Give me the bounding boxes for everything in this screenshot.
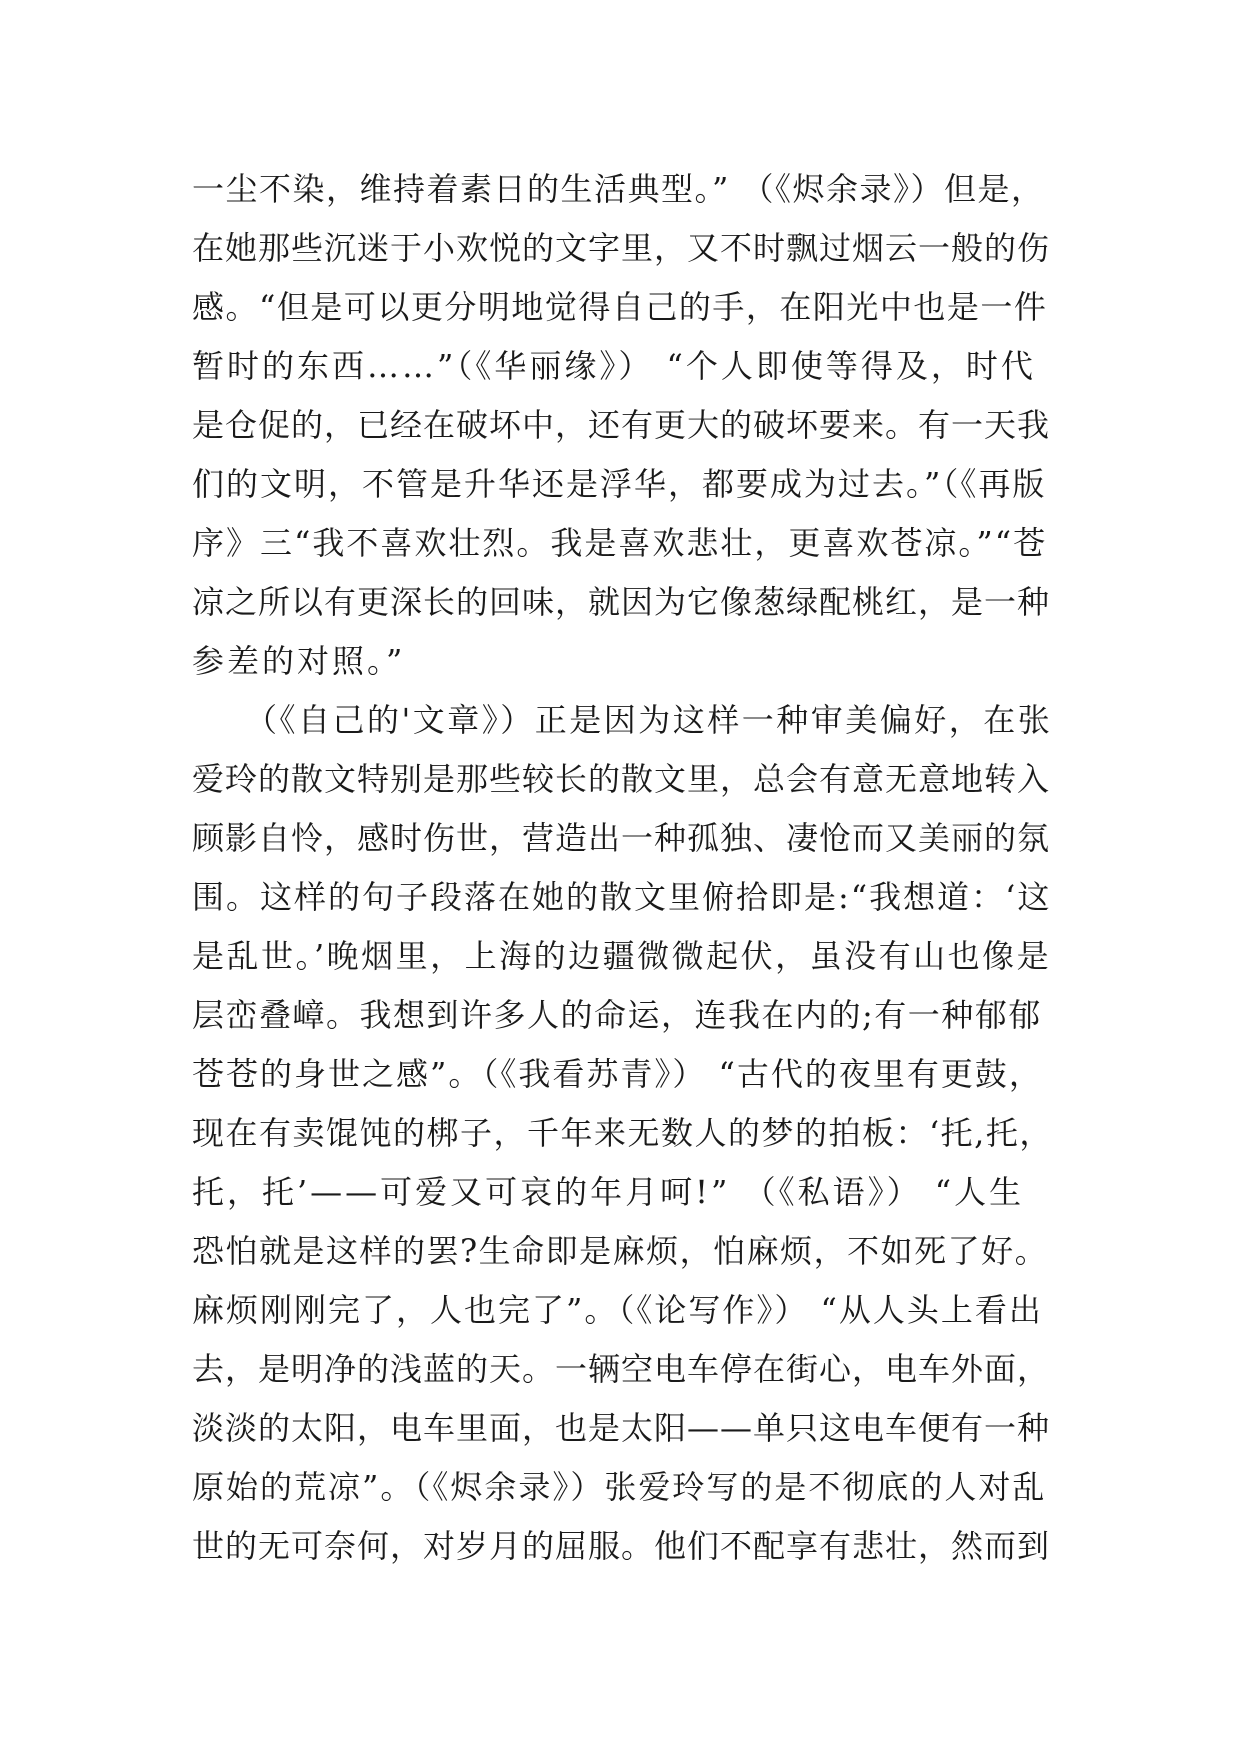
text-line: 原始的荒凉”。（《烬余录》）张爱玲写的是不彻底的人对乱	[192, 1468, 1047, 1506]
text-line: 们的文明，不管是升华还是浮华，都要成为过去。”（《再版	[192, 465, 1047, 503]
text-line: 是乱世。’晚烟里，上海的边疆微微起伏，虽没有山也像是	[192, 937, 1052, 975]
text-line: 世的无可奈何，对岁月的屈服。他们不配享有悲壮，然而到	[192, 1527, 1051, 1565]
text-line: 参差的对照。”	[192, 642, 406, 680]
text-line: 苍苍的身世之感”。（《我看苏青》） “古代的夜里有更鼓，	[192, 1055, 1043, 1093]
text-line: 爱玲的散文特别是那些较长的散文里，总会有意无意地转入	[192, 760, 1051, 798]
body-text	[192, 160, 1054, 1576]
text-line: 恐怕就是这样的罢?生命即是麻烦，怕麻烦，不如死了好。	[192, 1232, 1049, 1270]
text-line: 托，托’——可爱又可哀的年月呵!” （《私语》） “人生	[192, 1173, 1025, 1211]
text-line: 围。这样的句子段落在她的散文里俯拾即是:“我想道：‘这	[192, 878, 1052, 916]
text-line: 是仓促的，已经在破坏中，还有更大的破坏要来。有一天我	[192, 406, 1051, 444]
text-line: 感。“但是可以更分明地觉得自己的手，在阳光中也是一件	[192, 288, 1048, 326]
text-line: 序》三“我不喜欢壮烈。我是喜欢悲壮，更喜欢苍凉。”“苍	[192, 524, 1048, 562]
text-line: 去，是明净的浅蓝的天。一辆空电车停在街心，电车外面，	[192, 1350, 1051, 1388]
text-line: 在她那些沉迷于小欢悦的文字里，又不时飘过烟云一般的伤	[192, 229, 1051, 267]
text-line: 淡淡的太阳，电车里面，也是太阳——单只这电车便有一种	[192, 1409, 1051, 1447]
text-line: 凉之所以有更深长的回味，就因为它像葱绿配桃红，是一种	[192, 583, 1051, 621]
text-line: （《自己的'文章》）正是因为这样一种审美偏好，在张	[192, 701, 1053, 739]
text-line: 麻烦刚刚完了，人也完了”。（《论写作》） “从人头上看出	[192, 1291, 1043, 1329]
text-line: 顾影自怜，感时伤世，营造出一种孤独、凄怆而又美丽的氛	[192, 819, 1051, 857]
text-line: 暂时的东西……”（《华丽缘》） “个人即使等得及，时代	[192, 347, 1036, 385]
text-line: 层峦叠嶂。我想到许多人的命运，连我在内的;有一种郁郁	[192, 996, 1042, 1034]
text-line: 现在有卖馄饨的梆子，千年来无数人的梦的拍板：‘托,托，	[192, 1114, 1053, 1152]
text-line: 一尘不染，维持着素日的生活典型。” （《烬余录》）但是，	[192, 170, 1045, 208]
